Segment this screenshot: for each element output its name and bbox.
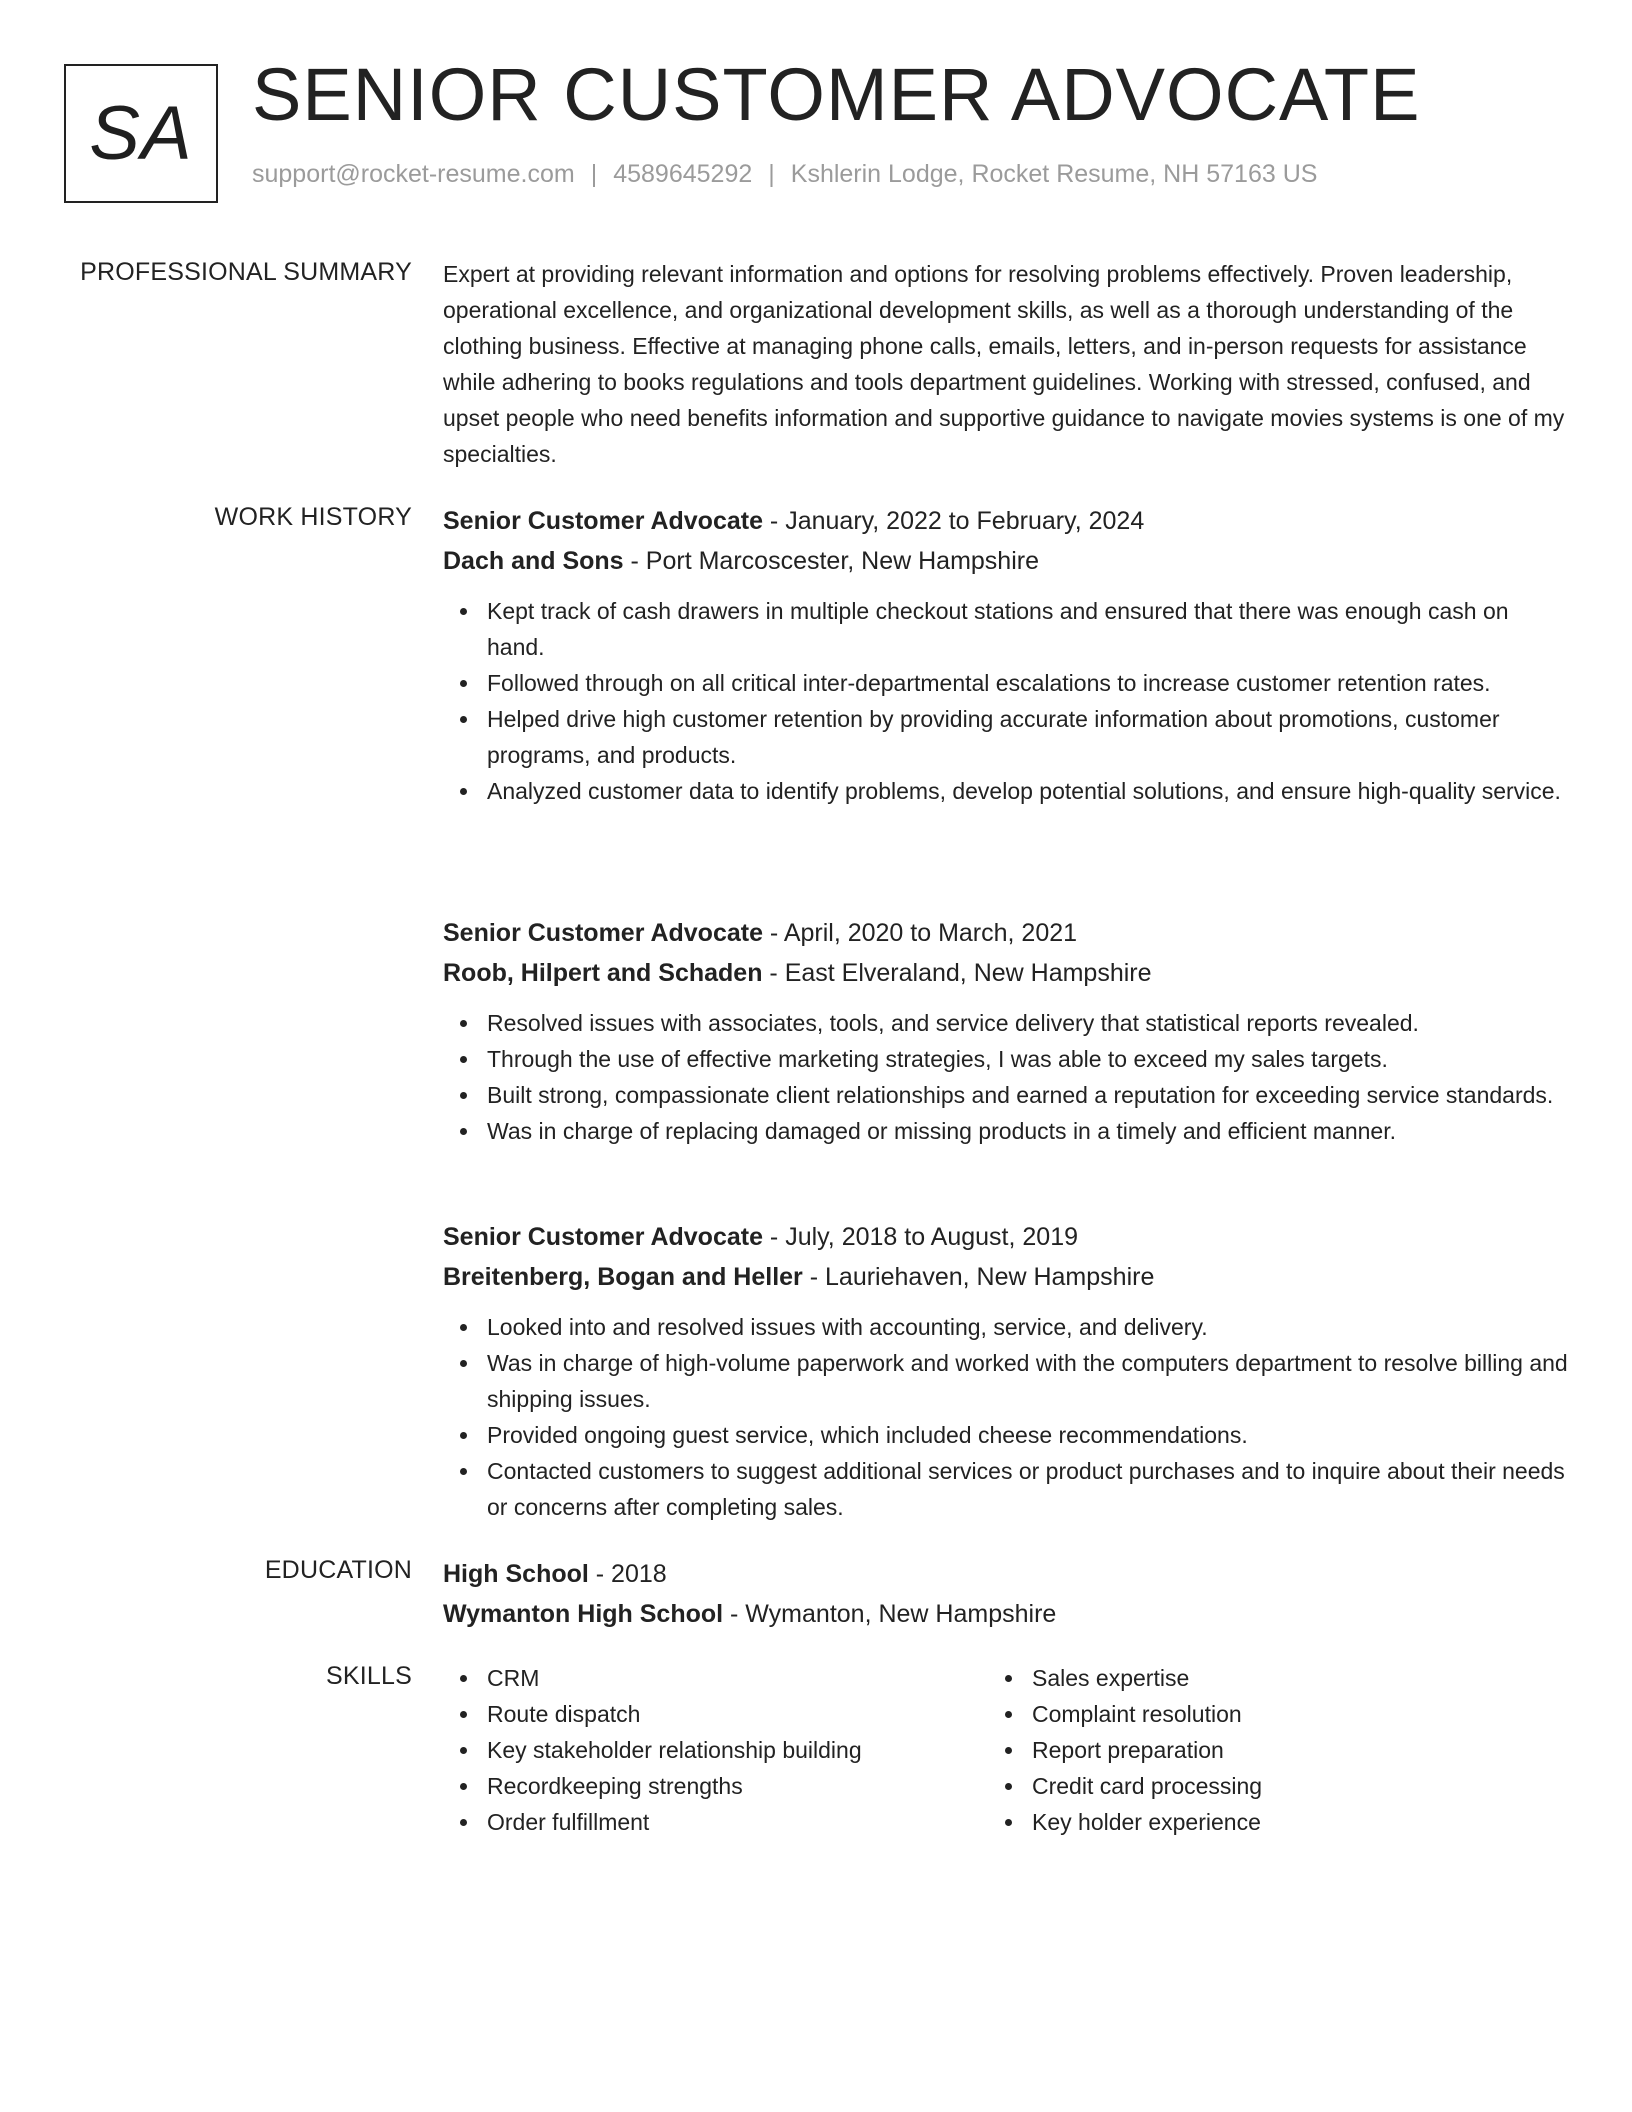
job-bullet: Followed through on all critical inter-departmental escalations to increase customer retention rates. xyxy=(487,665,1568,701)
education-school-line xyxy=(443,1594,1568,1634)
job-title-line xyxy=(443,501,1568,541)
education-degree-line xyxy=(443,1554,1568,1594)
contact-email: support@rocket-resume.com xyxy=(252,160,575,188)
contact-address: Kshlerin Lodge, Rocket Resume, NH 57163 US xyxy=(790,160,1318,188)
job-bullet: Built strong, compassionate client relationships and earned a reputation for exceeding service standards. xyxy=(487,1077,1568,1113)
job-title: Senior Customer Advocate xyxy=(443,1223,763,1251)
skills-list-left xyxy=(443,1660,988,1840)
job-dates: - April, 2020 to March, 2021 xyxy=(762,919,1078,947)
skill-item: Complaint resolution xyxy=(1032,1696,1533,1732)
skill-item: Credit card processing xyxy=(1032,1768,1533,1804)
job-company: Roob, Hilpert and Schaden xyxy=(443,959,763,987)
job-company-line xyxy=(443,953,1568,993)
resume-title: SENIOR CUSTOMER ADVOCATE xyxy=(252,53,1421,136)
skill-item: Key holder experience xyxy=(1032,1804,1533,1840)
skill-item: Order fulfillment xyxy=(487,1804,988,1840)
job-bullet: Provided ongoing guest service, which included cheese recommendations. xyxy=(487,1417,1568,1453)
section-label-summary: PROFESSIONAL SUMMARY xyxy=(80,258,412,286)
summary-text: Expert at providing relevant information and options for resolving problems effectively. Proven leadership, operational excellence, and organizational development skills, as well as a thorough understanding of the clothing business. Effective at managing phone calls, emails, letters, and in-person requests for assistance while adhering to books regulations and tools department guidelines. Working with stressed, confused, and upset people who need benefits information and supportive guidance to navigate movies systems is one of my specialties. xyxy=(443,261,1565,467)
contact-phone: 4589645292 xyxy=(613,160,753,188)
job-title-line xyxy=(443,1217,1568,1257)
skill-item: Route dispatch xyxy=(487,1696,988,1732)
job-dates: - July, 2018 to August, 2019 xyxy=(762,1223,1079,1251)
job-entry xyxy=(443,501,1568,809)
skills-column-right xyxy=(988,1660,1533,1840)
job-company-line xyxy=(443,1257,1568,1297)
education-degree: High School xyxy=(443,1560,589,1588)
job-entry xyxy=(443,913,1568,1149)
summary-body xyxy=(443,256,1568,472)
job-title: Senior Customer Advocate xyxy=(443,507,763,535)
education-year: - 2018 xyxy=(588,1560,667,1588)
monogram-badge: SA xyxy=(64,64,218,203)
job-bullets xyxy=(443,593,1568,809)
section-label-skills: SKILLS xyxy=(326,1662,412,1690)
job-title: Senior Customer Advocate xyxy=(443,919,763,947)
skills-body xyxy=(443,1660,1568,1840)
resume-header xyxy=(64,53,1568,214)
section-label-education: EDUCATION xyxy=(264,1556,412,1584)
education-school: Wymanton High School xyxy=(443,1600,724,1628)
skill-item: Key stakeholder relationship building xyxy=(487,1732,988,1768)
job-dates: - January, 2022 to February, 2024 xyxy=(762,507,1145,535)
job-company: Breitenberg, Bogan and Heller xyxy=(443,1263,803,1291)
job-location: - Port Marcoscester, New Hampshire xyxy=(623,547,1039,575)
job-bullet: Through the use of effective marketing strategies, I was able to exceed my sales targets. xyxy=(487,1041,1568,1077)
job-bullet: Helped drive high customer retention by providing accurate information about promotions, customer programs, and products. xyxy=(487,701,1568,773)
job-bullets xyxy=(443,1309,1568,1525)
job-bullet: Was in charge of replacing damaged or missing products in a timely and efficient manner. xyxy=(487,1113,1568,1149)
section-label-work-history: WORK HISTORY xyxy=(214,503,412,531)
skill-item: Sales expertise xyxy=(1032,1660,1533,1696)
job-location: - East Elveraland, New Hampshire xyxy=(762,959,1152,987)
skill-item: CRM xyxy=(487,1660,988,1696)
education-location: - Wymanton, New Hampshire xyxy=(723,1600,1057,1628)
job-entry xyxy=(443,1217,1568,1525)
skill-item: Report preparation xyxy=(1032,1732,1533,1768)
job-bullet: Looked into and resolved issues with accounting, service, and delivery. xyxy=(487,1309,1568,1345)
contact-line xyxy=(252,160,1420,189)
skill-item: Recordkeeping strengths xyxy=(487,1768,988,1804)
job-bullet: Resolved issues with associates, tools, and service delivery that statistical reports revealed. xyxy=(487,1005,1568,1041)
title-block xyxy=(252,53,1421,189)
contact-separator: | xyxy=(768,160,775,188)
job-title-line xyxy=(443,913,1568,953)
skills-list-right xyxy=(988,1660,1533,1840)
contact-separator: | xyxy=(590,160,598,188)
job-company-line xyxy=(443,541,1568,581)
education-body xyxy=(443,1554,1568,1634)
job-location: - Lauriehaven, New Hampshire xyxy=(802,1263,1155,1291)
skills-columns xyxy=(443,1660,1568,1840)
job-bullet: Analyzed customer data to identify problems, develop potential solutions, and ensure high-quality service. xyxy=(487,773,1568,809)
job-bullets xyxy=(443,1005,1568,1149)
job-bullet: Was in charge of high-volume paperwork and worked with the computers department to resolve billing and shipping issues. xyxy=(487,1345,1568,1417)
skills-column-left xyxy=(443,1660,988,1840)
job-bullet: Contacted customers to suggest additional services or product purchases and to inquire about their needs or concerns after completing sales. xyxy=(487,1453,1568,1525)
job-company: Dach and Sons xyxy=(443,547,624,575)
job-bullet: Kept track of cash drawers in multiple checkout stations and ensured that there was enough cash on hand. xyxy=(487,593,1568,665)
